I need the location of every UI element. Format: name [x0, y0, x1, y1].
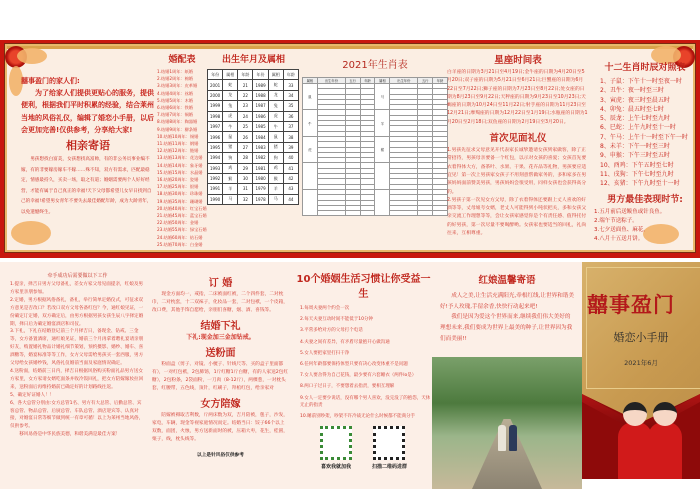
birth-year-table — [207, 69, 299, 205]
list-item: 2.每天夫妻互动时间不能低于10分钟 — [300, 317, 374, 323]
list-item: 7、午马：上午十一时至下午一时 — [600, 133, 688, 141]
table-cell: 43 — [283, 184, 298, 194]
table-cell: 鸡 — [223, 163, 238, 173]
table-cell: 31 — [238, 184, 253, 194]
table-cell: 兔 — [223, 101, 238, 111]
table-header-cell: 属相 — [303, 78, 318, 84]
list-item: 5.女人要把家里打扫干净 — [300, 350, 350, 356]
dowry-title: 女方陪嫁 — [200, 399, 241, 410]
table-cell: 1987 — [253, 101, 268, 111]
anniversary-title: 婚配表 — [168, 55, 196, 65]
list-item: 9.结婚9周年：柳条婚 — [157, 126, 198, 132]
step-paragraph: 移风易俗是中华民族美德，和谐美满是最佳方案！ — [19, 432, 121, 438]
welcome-body: 为了给家人们提供更贴心的服务，提供便利，根据我们平时积累的经验，结合莱州当地的风俗礼仪，编辑了婚恋小手册，以后会更加完善!仅供参考，分享给大家! — [21, 88, 154, 134]
table-cell: 鼠 — [223, 132, 238, 142]
table-header-cell: 年龄 — [283, 70, 298, 80]
cover-panel — [582, 262, 700, 489]
table-cell: 龙 — [223, 90, 238, 100]
table-cell: 34 — [283, 90, 298, 100]
list-item: 4.结婚4周年：丝婚 — [157, 90, 193, 96]
table-header-cell: 年龄 — [238, 70, 253, 80]
table-cell: 1978 — [253, 194, 268, 204]
groom-figure-icon — [618, 422, 652, 482]
table-cell: 鼠 — [268, 132, 283, 142]
welcome-greeting: 囍事盈门的家人们: — [21, 77, 80, 85]
list-item: 24.结婚60周年：钻石婚 — [157, 234, 203, 240]
cover-date: 2021年6月 — [624, 359, 658, 367]
list-item: 9、申猴：下午三时至五时 — [600, 152, 670, 160]
table-row — [208, 101, 299, 111]
gold-border-strip — [7, 46, 693, 49]
table-header-cell: 五行 — [418, 78, 433, 84]
table-row — [208, 111, 299, 121]
table-header-cell: 属相 — [375, 78, 390, 84]
anniversary-panel — [157, 52, 207, 247]
table-header-cell: 年份 — [253, 70, 268, 80]
blind-date-text: 男孩想找白富美，女孩想找高富帅，有的非公务员事业编不嫁，有的非要嫁房嫁车不嫁……殊不知，双方有需求，匹配最稳定，情感最持久，买卖一场，取之有道；婚姻需要两个人好好经营，才能有属于自己真正的幸福!天下父母都希望儿女早日找到自己的幸福!希望男女青年不要失去最佳婚配年龄，成为大龄青年，以免遗憾终生。 — [21, 157, 152, 215]
top-spread-inner — [5, 44, 695, 252]
bride-head — [653, 402, 677, 426]
habits-list — [295, 305, 432, 420]
qr-code-row — [295, 426, 432, 470]
step-paragraph: 3.下礼，下礼在结婚登记前三个月择吉日，备现金、钻戒、三金等，女方备置酒席，通红娘见证，婚前三个月再拿着聘礼宴请亲朋好友，购置婚礼物品计婚礼细节策划，预约摄影、婚纱、婚车、喜酒糖等，婚宴标准等等工作，女方父母需给男孩买一套西服，男方父母给女孩婚纱钱，风俗礼仪婚前当面及家庭情况确定。 — [10, 329, 144, 367]
list-item: 2.结婚2周年：棉婚 — [157, 76, 193, 82]
list-item: 21.结婚45周年：蓝宝石婚 — [157, 213, 207, 219]
wedding-gift-title: 结婚下礼 — [200, 321, 241, 332]
couple-walking-photo — [432, 357, 582, 489]
table-cell: 38 — [283, 132, 298, 142]
table-cell: 35 — [283, 101, 298, 111]
table-cell: 1995 — [208, 142, 223, 152]
table-cell: 猴 — [268, 173, 283, 183]
section-title-blind-date: 相亲寄语 — [66, 138, 110, 152]
table-cell: 1981 — [253, 163, 268, 173]
table-header-cell: 出生年份 — [390, 78, 418, 84]
list-item: 10.结婚10周年：锡婚 — [157, 133, 199, 139]
table-cell: 虎 — [223, 111, 238, 121]
table-cell: 36 — [283, 111, 298, 121]
table-cell: 马 — [268, 194, 283, 204]
step-paragraph: 2.定婚，男方根据风俗备礼，备礼，举行简单定婚仪式，可征求双方意见是否改口？若改口双方父母各备红包？今，通红娘见证，一份确定订定婚，双方确定后，由男方根据男孩女孩生辰八字择定婚期，择日后为确定婚宴酒店和司仪。 — [10, 297, 144, 327]
table-cell: 猴 — [223, 173, 238, 183]
matchmaker-text-2: 我们是因为爱这个世界而来,继续我们伟大美好的理想未来,我们要成为世界上最美的种子,让世界因为我们而美丽!! — [440, 314, 573, 342]
steps-title: 牵手成功后需要做以下工作 — [47, 273, 108, 279]
constellation-text: 白羊座的日期为3月21日至4月19日;金牛座的日期为4月20日至5月20日;双子座的日期为5月21日至6月21日;巨蟹座的日期为6月22日至7月22日;狮子座的日期为7月23日至8月22日;处女座的日期为8月23日至9月22日;天秤座的日期为9月23日至10月23日;天蝎座的日期为10月24日至11月22日;射手座的日期为11月23日至12月21日;摩羯座的日期为12月22日至1月19日;水瓶座的日期为1月20日至2月18日;双鱼座的日期为2月19日至3月20日。 — [447, 70, 588, 125]
table-cell: 1994 — [208, 153, 223, 163]
list-item: 14.结婚14周年：象牙婚 — [157, 162, 203, 168]
table-cell: 1996 — [208, 132, 223, 142]
table-cell: 40 — [283, 153, 298, 163]
list-item: 4.夫妻之间有差异，有矛盾尽量抱开心做沟通 — [300, 339, 390, 345]
table-cell: 猪 — [223, 142, 238, 152]
list-item: 7.结婚7周年：铜婚 — [157, 112, 193, 118]
step-paragraph: 1.提亲，择吉日男方父母备礼，差女方家父母见面提亲，红娘及男方家里亲朋参加。 — [10, 282, 144, 295]
table-row — [208, 173, 299, 183]
groom-head — [623, 402, 647, 426]
shichen-list — [591, 77, 699, 189]
list-item: 25.结婚70周年：白金婚 — [157, 241, 203, 247]
table-cell: 蛇 — [268, 80, 283, 90]
table-cell: 37 — [283, 121, 298, 131]
table-cell: 牛 — [268, 121, 283, 131]
list-item: 1、子鼠：下午十一时至夜一时 — [600, 78, 682, 85]
qr-code-join-group[interactable] — [372, 426, 407, 470]
list-item: 5.结婚5周年：木婚 — [157, 97, 193, 103]
table-header-cell: 年份 — [208, 70, 223, 80]
list-item: 2.端午节送粽子。 — [594, 217, 638, 224]
list-item: 11.结婚11周年：钢婚 — [157, 141, 199, 147]
table-cell: 1979 — [253, 184, 268, 194]
table-cell: 33 — [283, 80, 298, 90]
list-item: 8.两口子过日子，不要想着去指责，要相互理解 — [300, 384, 395, 390]
step-paragraph: 6、各大总管分别由:女方总管1名、男方有大总管、后勤总管、宾客总管、物品总管、后厨总管、车队总管、酒店迎宾等、认真对接，对婚宴日常等细节做到统一有章可循！以上为莱州当地风俗，仅供参考。 — [10, 400, 144, 430]
table-cell: 2000 — [208, 90, 223, 100]
table-cell: 42 — [283, 173, 298, 183]
table-cell: 马 — [223, 194, 238, 204]
table-row — [208, 194, 299, 204]
person-figure-icon — [498, 425, 506, 451]
cover-subtitle: 婚恋小手册 — [613, 331, 669, 344]
etiquette-text-2: 2.男孩子第一次见女方父母，除了衣着得体还要跟上丈人喜欢的好酒等等，丈母娘夸女婿，老丈人可能得到小吨状把关，多和女孩父亲交流工作理想等等，会让女孩家感觉你是个有责任感、值得托付的好男孩，第一次尽量不要喝醉哟。女孩家也要适当的回礼，礼尚往来，互相尊重。 — [447, 197, 587, 237]
table-cell: 1988 — [253, 90, 268, 100]
table-cell: 鸡 — [268, 163, 283, 173]
table-cell: 龙 — [268, 90, 283, 100]
bride-figure-icon — [648, 422, 682, 482]
list-item: 15.结婚15周年：水晶婚 — [157, 169, 203, 175]
zodiac-sign-cell: 羊 — [375, 110, 390, 136]
table-cell: 41 — [283, 163, 298, 173]
birth-year-panel — [207, 52, 300, 244]
table-cell: 牛 — [223, 121, 238, 131]
qr-code-icon — [373, 426, 405, 460]
list-item: 3、寅虎：夜三时至晨五时 — [600, 96, 670, 104]
table-cell: 29 — [238, 163, 253, 173]
list-item: 19.结婚35周年：珊瑚婚 — [157, 198, 203, 204]
list-item: 12.结婚12周年：链婚 — [157, 148, 199, 154]
table-header-cell: 出生年份 — [317, 78, 345, 84]
table-cell: 30 — [238, 173, 253, 183]
zodiac-sign-cell: 鼠 — [303, 84, 318, 110]
list-item: 13.结婚13周年：花边婚 — [157, 155, 203, 161]
list-item: 10.睡前别吵架，吵架不许冷战无论什么时候都不能商分手 — [300, 413, 416, 419]
qr-code-add-friend[interactable] — [320, 426, 352, 470]
zodiac-sign-cell: 虎 — [303, 136, 318, 162]
table-cell: 27 — [238, 142, 253, 152]
table-cell: 羊 — [223, 184, 238, 194]
table-header-cell: 五行 — [345, 78, 360, 84]
etiquette-text-1: 1.男孩先征求父母意见开代表家长诚挚邀请女孩到家做客，除了正常招待，男孩母亲要备一个红包，以示对女孩的喜爱；女孩首先要衣着得体大方，备茶叶、水果、干果、花卉品等礼物，男孩要应适宜见！第一次上男孩家女孩子不用刻意帮做家务的，多和家多在男孩妈妈面前赞美男孩，男孩妈妈会很受用，同样女孩也会获得高分的。 — [447, 148, 587, 195]
table-cell: 猪 — [268, 142, 283, 152]
zodiac-sign-cell: 猴 — [375, 136, 390, 162]
wedding-gift-text: 下礼:现金加三金加钻戒。 — [186, 334, 255, 341]
list-item: 3.平常多给对方的父母打个电话 — [300, 328, 363, 334]
list-item: 10、酉鸡：下午五时至七时 — [600, 161, 674, 169]
table-cell: 兔 — [268, 101, 283, 111]
shichen-title: 十二生肖时辰对照表 — [604, 63, 686, 73]
table-header-cell: 属相 — [223, 70, 238, 80]
table-cell: 1990 — [208, 194, 223, 204]
table-cell: 1984 — [253, 132, 268, 142]
list-item: 8.结婚8周年：陶器婚 — [157, 119, 198, 125]
table-cell: 39 — [283, 142, 298, 152]
table-header-cell: 属相 — [268, 70, 283, 80]
table-row — [208, 132, 299, 142]
list-item: 22.结婚50周年：金婚 — [157, 220, 199, 226]
zodiac-sign-cell: 牛 — [303, 110, 318, 136]
engagement-footer: 以上是针风俗仅供参考 — [197, 453, 244, 458]
list-item: 4、卯兔：晨五时至七时 — [600, 105, 664, 113]
table-header-cell: 年龄 — [360, 78, 375, 84]
table-cell: 1980 — [253, 173, 268, 183]
list-item: 5、辰龙：上午七时至九时 — [600, 115, 670, 123]
top-spread-frame — [0, 40, 700, 258]
dowry-text: 陪嫁被褥取吉利数，斤两床数为双，吉月陪被，毯子，沙发，家电，车辆，现金等视家庭情况而定。结婚当日：饺子66个以上双数，面团，火烛，男方送新面时的被，压箱大枣，花生，桂圆，栗子，线，枕头线等。 — [152, 413, 288, 442]
table-cell: 1983 — [253, 142, 268, 152]
tips-title: 男方最佳表现时节: — [607, 194, 683, 205]
qr-code-icon — [320, 426, 352, 460]
list-item: 6、巳蛇：上午九时至十一时 — [600, 124, 676, 132]
list-item: 11、戌狗：下午七时至九时 — [600, 170, 674, 178]
table-row — [208, 121, 299, 131]
step-paragraph: 5、确定好证婚人！！ — [10, 392, 55, 398]
list-item: 1.结婚1周年：纸婚 — [157, 69, 193, 74]
birth-year-title: 出生年月及属相 — [221, 55, 285, 65]
step-paragraph: 4.送粉面，结婚前三日内，择吉日根据风俗购买粉面礼品男方送女方家里，女方家请女婿吃面条并收冷饭回礼，把女方陪嫁嫁妆拉回来，送粉面后再维持婚前已确定好的计划路线往返。 — [10, 368, 144, 390]
qr-code-label: 扫描二维码进群 — [371, 463, 407, 470]
list-item: 7.女人要舍得为自己花钱，最少要有六套睡衣（两件lo是） — [300, 373, 417, 379]
table-cell: 1991 — [208, 184, 223, 194]
cover-bottom-edge — [582, 479, 700, 489]
list-item: 20.结婚40周年：红宝石婚 — [157, 205, 207, 211]
zodiac-2021-panel — [300, 52, 450, 244]
table-cell: 1985 — [253, 121, 268, 131]
matchmaker-text-1: 成人之美,让生活充满阳光,牵根红线,让世界和谐美好!予人玫瑰,手留余香,快快行动起来吧! — [440, 293, 574, 310]
list-item: 23.结婚55周年：绿宝石婚 — [157, 227, 207, 233]
table-cell: 1993 — [208, 163, 223, 173]
engagement-title: 订 婚 — [208, 278, 233, 289]
table-row — [208, 90, 299, 100]
list-item: 1.每周夫妻两个约会一次 — [300, 306, 350, 311]
list-item: 18.结婚30周年：珍珠婚 — [157, 191, 203, 197]
list-item: 12、亥猪：下午九时至十一时 — [600, 180, 680, 188]
table-cell: 23 — [238, 101, 253, 111]
table-cell: 21 — [238, 80, 253, 90]
table-header-row — [208, 70, 299, 80]
zodiac-2021-title: 2021年生肖表 — [342, 60, 408, 71]
table-cell: 44 — [283, 194, 298, 204]
list-item: 8、未羊：下午一时至三时 — [600, 143, 670, 151]
zodiac-sign-cell: 马 — [375, 84, 390, 110]
list-item: 17.结婚25周年：银婚 — [157, 184, 199, 190]
table-cell: 25 — [238, 121, 253, 131]
road-path — [472, 419, 542, 489]
table-cell: 虎 — [268, 111, 283, 121]
table-cell: 22 — [238, 90, 253, 100]
table-cell: 1998 — [208, 111, 223, 121]
list-item: 2、丑牛：夜一时至三时 — [600, 87, 664, 95]
table-row — [208, 80, 299, 90]
engagement-panel — [148, 262, 293, 489]
table-cell: 1986 — [253, 111, 268, 121]
shichen-panel — [591, 52, 699, 244]
table-cell: 狗 — [223, 153, 238, 163]
table-row — [208, 153, 299, 163]
table-header-cell: 年龄 — [433, 78, 448, 84]
bottom-spread — [0, 262, 700, 489]
qr-code-label: 喜欢我就加我 — [320, 463, 351, 470]
habits-title: 10个婚姻生活习惯让你受益一生 — [296, 274, 431, 300]
table-cell: 蛇 — [223, 80, 238, 90]
list-item: 16.结婚20周年：瓷婚 — [157, 177, 199, 183]
noodle-gift-text: 粉面盒（剪子、对镜、小梳子、针线尺等、买的盒子里面都有），一对红包袱，2包肺饧，1斤红糖1斤白糖，有的人家送2包红糖），2包粉条，2袋面粉，一刀肉（8-12斤），两棵葱，一对枕头套，红腰带，五色线，顶针，红刷子，拜棺红包，给亲家对 — [152, 362, 289, 391]
constellation-title: 星座时间表 — [494, 55, 542, 66]
list-item: 3.结婚3周年：皮革婚 — [157, 83, 198, 89]
table-cell: 狗 — [268, 153, 283, 163]
table-cell: 1999 — [208, 101, 223, 111]
table-row — [208, 142, 299, 152]
table-cell: 2001 — [208, 80, 223, 90]
post-match-steps-panel — [10, 262, 145, 489]
list-item: 9.女人一定要少说话，没有哪个男人喜欢，没完没了的抱怨，天休无止的指责 — [300, 395, 431, 408]
table-cell: 24 — [238, 111, 253, 121]
person-figure-icon — [509, 425, 517, 451]
etiquette-title: 首次见面礼仪 — [489, 133, 547, 145]
list-item: 1.五月前后送鲅鱼或针良鱼。 — [594, 208, 666, 215]
table-cell: 1982 — [253, 153, 268, 163]
table-cell: 1997 — [208, 121, 223, 131]
habits-panel — [295, 262, 432, 489]
noodle-gift-title: 送粉面 — [205, 348, 236, 359]
table-cell: 26 — [238, 132, 253, 142]
cover-frame — [586, 267, 700, 389]
table-cell: 1992 — [208, 173, 223, 183]
list-item: 3.七夕送面鱼、麻花。 — [594, 226, 649, 233]
table-row — [208, 184, 299, 194]
tips-list — [591, 208, 699, 244]
cover-title: 囍事盈门 — [587, 292, 675, 317]
list-item: 4.八月十五送月饼。 — [594, 235, 644, 242]
engagement-text: 现金方面均一，戒指，二床被面红被，二个四件套，二对枕巾，二对枕套，十二双袜子，化妆品一套，二对包袱，一个皮箱，改口费，其他手饰自愿给，亲朋们喜糖，烟、酒、喜钱等。 — [152, 292, 288, 313]
list-item: 6.结婚6周年：铁婚 — [157, 105, 193, 111]
table-cell: 羊 — [268, 184, 283, 194]
table-row — [208, 163, 299, 173]
table-cell: 28 — [238, 153, 253, 163]
zodiac-2021-table — [302, 77, 448, 216]
anniversary-list — [157, 68, 207, 248]
table-cell: 32 — [238, 194, 253, 204]
table-cell: 1989 — [253, 80, 268, 90]
welcome-panel — [21, 52, 155, 244]
constellation-panel — [447, 52, 589, 244]
matchmaker-title: 红娘温馨寄语 — [478, 275, 536, 286]
list-item: 6.任何年龄都要保持体型只要有决心改变体重不是问题 — [300, 361, 408, 367]
